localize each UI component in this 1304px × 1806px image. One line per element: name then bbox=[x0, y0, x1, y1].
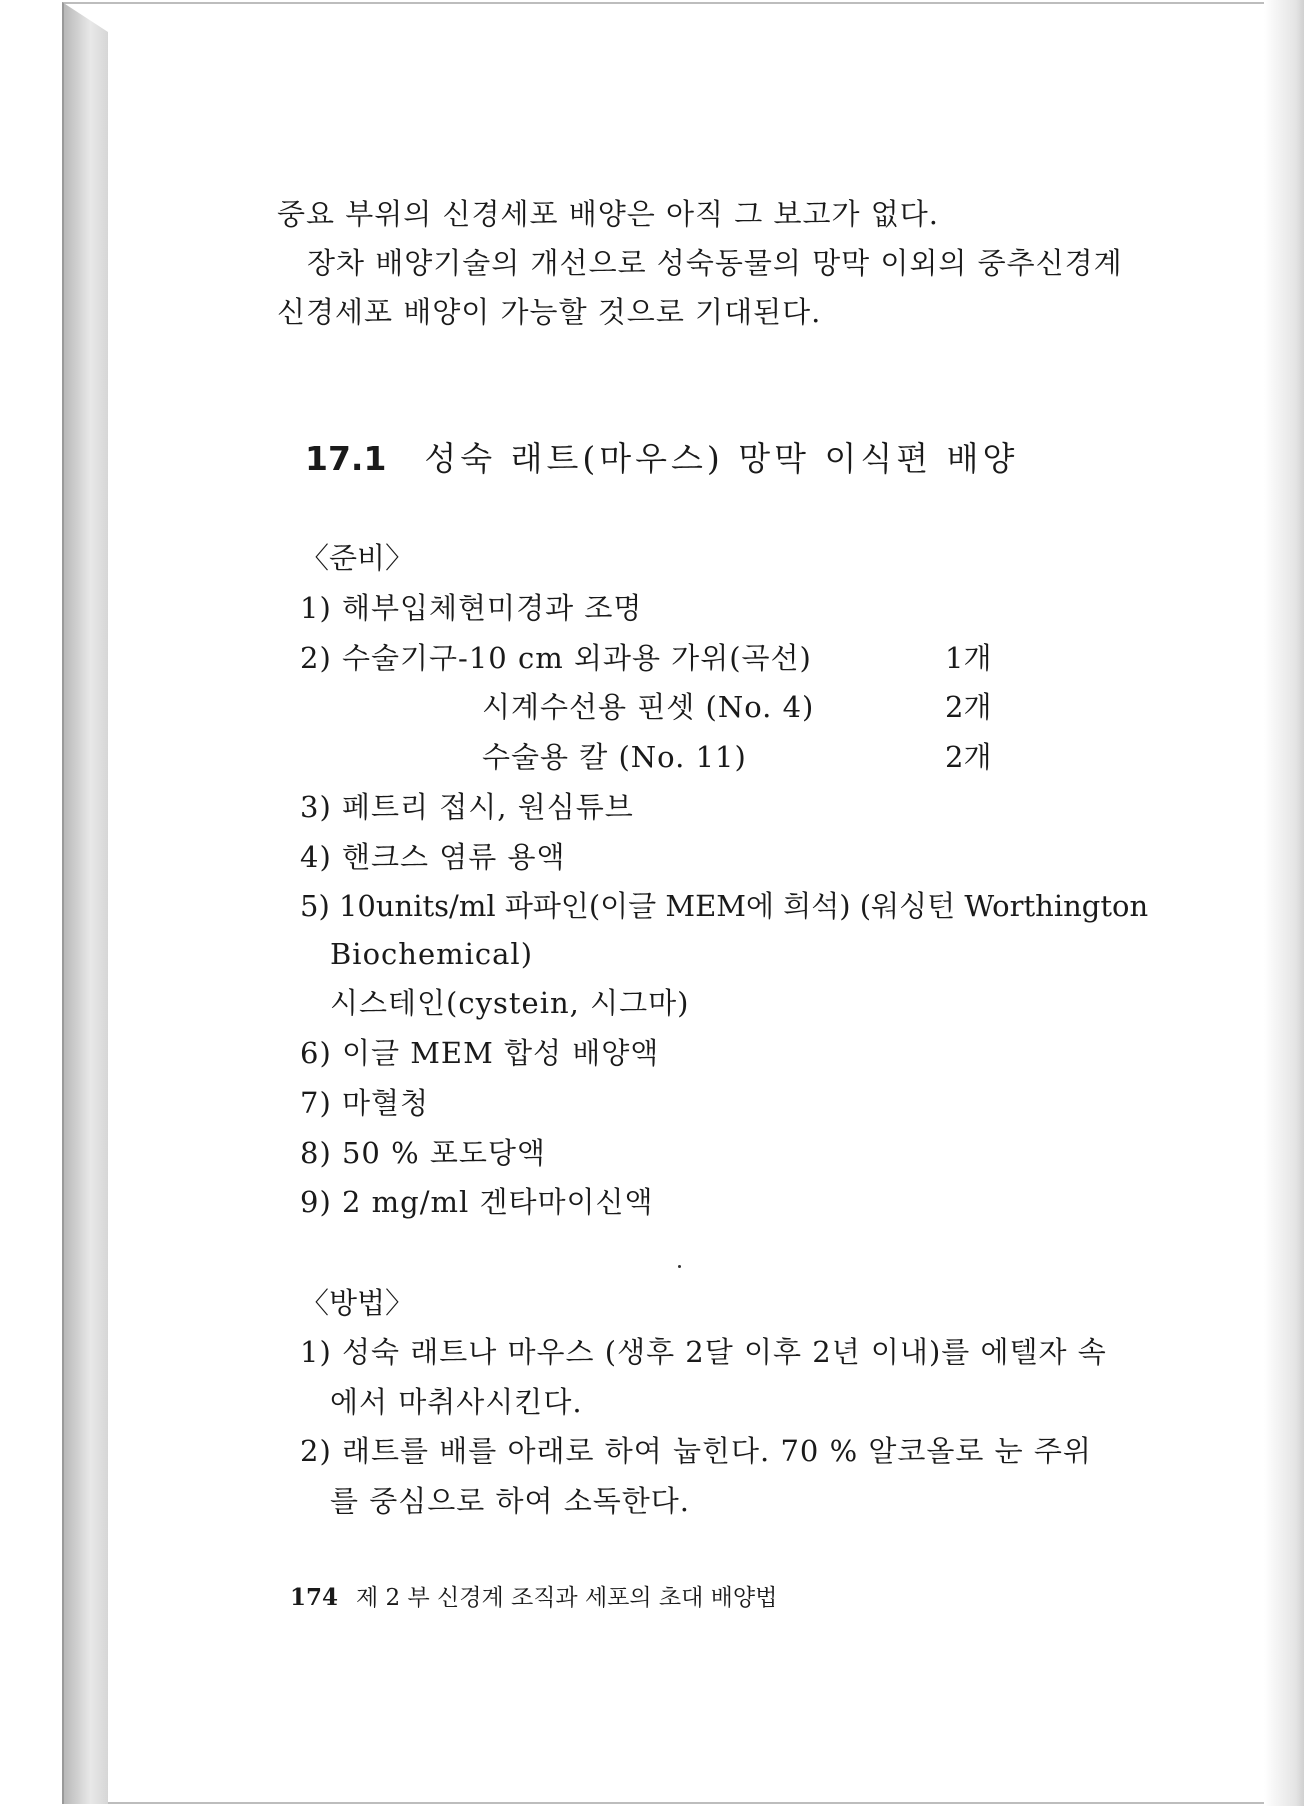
prep-item-1: 1) 해부입체현미경과 조명 bbox=[300, 591, 643, 625]
page-number: 174 bbox=[290, 1584, 339, 1611]
prep-item-5b: 시스테인(cystein, 시그마) bbox=[330, 986, 690, 1020]
page-bottom-edge bbox=[62, 1802, 1292, 1804]
prep-item-5-cont: Biochemical) bbox=[330, 937, 534, 971]
page-right-shadow bbox=[1264, 0, 1304, 1806]
book-spine-shadow bbox=[62, 2, 108, 1804]
intro-line-1: 중요 부위의 신경세포 배양은 아직 그 보고가 없다. bbox=[277, 197, 940, 231]
method-line-4: 를 중심으로 하여 소독한다. bbox=[330, 1484, 691, 1518]
section-title: 성숙 래트(마우스) 망막 이식편 배양 bbox=[424, 439, 1019, 478]
section-heading bbox=[305, 437, 1018, 481]
prep-item-8: 8) 50 % 포도당액 bbox=[300, 1136, 546, 1170]
intro-line-2: 장차 배양기술의 개선으로 성숙동물의 망막 이외의 중추신경계 bbox=[307, 246, 1123, 280]
prep-item-5: 5) 10units/ml 파파인(이글 MEM에 희석) (워싱턴 Worthington bbox=[300, 889, 1149, 923]
prep-qty-3: 2개 bbox=[945, 740, 992, 774]
method-line-3: 2) 래트를 배를 아래로 하여 눕힌다. 70 % 알코올로 눈 주위 bbox=[300, 1434, 1092, 1468]
method-line-2: 에서 마취사시킨다. bbox=[330, 1385, 583, 1419]
prep-item-2b: 시계수선용 핀셋 (No. 4) bbox=[482, 690, 815, 724]
prep-item-3: 3) 페트리 접시, 원심튜브 bbox=[300, 790, 634, 824]
prep-qty-2: 2개 bbox=[945, 690, 992, 724]
prep-item-2c: 수술용 칼 (No. 11) bbox=[482, 740, 747, 774]
prep-item-4: 4) 핸크스 염류 용액 bbox=[300, 840, 566, 874]
section-number: 17.1 bbox=[305, 439, 387, 478]
intro-line-3: 신경세포 배양이 가능할 것으로 기대된다. bbox=[277, 295, 822, 329]
page-top-edge bbox=[62, 2, 1292, 4]
footer-text: 제 2 부 신경계 조직과 세포의 초대 배양법 bbox=[356, 1585, 778, 1611]
stray-dot bbox=[678, 1265, 681, 1268]
prep-qty-1: 1개 bbox=[945, 641, 992, 675]
prep-item-7: 7) 마혈청 bbox=[300, 1086, 430, 1120]
page-footer bbox=[290, 1582, 777, 1614]
prep-item-9: 9) 2 mg/ml 겐타마이신액 bbox=[300, 1185, 654, 1219]
prep-item-2: 2) 수술기구-10 cm 외과용 가위(곡선) bbox=[300, 641, 812, 675]
preparation-label: 〈준비〉 bbox=[300, 541, 415, 575]
method-label: 〈방법〉 bbox=[300, 1286, 415, 1320]
prep-item-6: 6) 이글 MEM 합성 배양액 bbox=[300, 1036, 660, 1070]
method-line-1: 1) 성숙 래트나 마우스 (생후 2달 이후 2년 이내)를 에텔자 속 bbox=[300, 1335, 1107, 1369]
